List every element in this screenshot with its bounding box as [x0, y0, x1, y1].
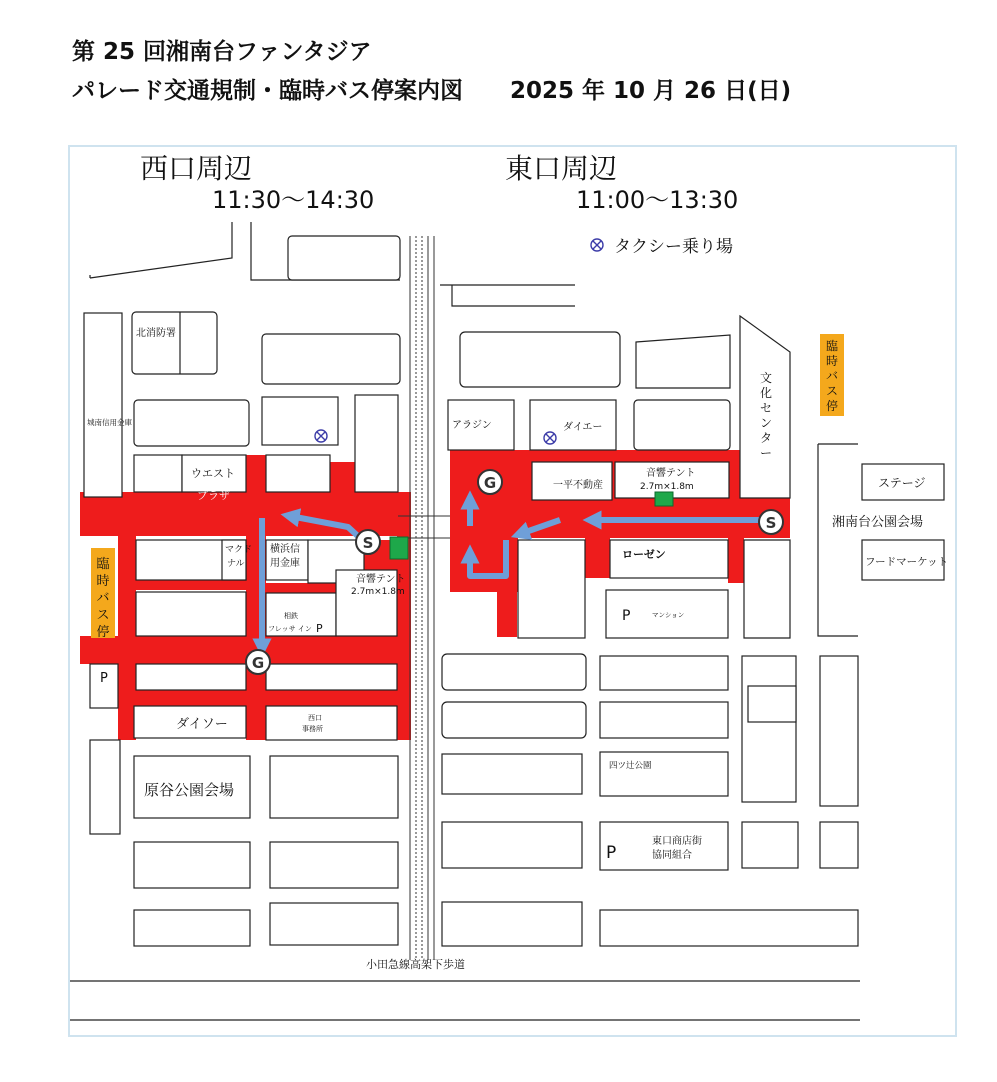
west-vert-left	[118, 530, 136, 740]
header-line1: 第 25 回湘南台ファンタジア	[72, 39, 372, 65]
vertical-char: タ	[759, 431, 773, 445]
block-e-a	[460, 332, 620, 387]
vertical-char: 臨	[825, 339, 839, 353]
label-sotetsu-2: フレッサ イン	[268, 625, 312, 633]
label-mcd-1: マクド	[225, 545, 253, 555]
label-lawson: ローゼン	[622, 548, 666, 561]
east-time: 11:00～13:30	[576, 186, 739, 214]
label-daiei: ダイエー	[563, 422, 603, 433]
tent-west	[390, 537, 408, 559]
label-nishiguchi-2: 事務所	[302, 725, 323, 733]
block-w-b	[134, 400, 249, 446]
block-e-j	[742, 656, 796, 802]
label-shoten-2: 協同組合	[652, 850, 692, 861]
label-bus-stop-east	[826, 338, 838, 413]
block-w-h	[136, 592, 246, 636]
west-vert-right	[397, 492, 411, 740]
block-w-o	[270, 842, 398, 888]
label-shonandai-park: 湘南台公園会場	[832, 515, 924, 530]
block-e-f	[442, 654, 586, 690]
goal-marker-west	[246, 650, 270, 674]
label-west-plaza-2: プラザ	[197, 489, 230, 502]
label-sound-tent-west-size: 2.7m×1.8m	[351, 587, 405, 597]
block-e-i	[600, 702, 728, 738]
east-mid-stub	[585, 538, 610, 578]
block-e-b	[636, 335, 730, 388]
block-w-j	[136, 664, 246, 690]
label-daiso: ダイソー	[176, 717, 228, 732]
label-fire-station: 北消防署	[136, 328, 176, 339]
block-e-j2	[748, 686, 796, 722]
block-e-o	[600, 910, 858, 946]
label-haraya: 原谷公園会場	[144, 781, 235, 799]
block-e-g	[600, 656, 728, 690]
label-p-mansion: P	[622, 608, 631, 624]
block-e-c	[634, 400, 730, 450]
vertical-char: ン	[759, 416, 773, 430]
block-w-e	[266, 455, 330, 492]
block-e-r1	[820, 656, 858, 806]
west-title: 西口周辺	[140, 152, 253, 185]
label-yotsuya-park: 四ツ辻公園	[609, 761, 652, 771]
vertical-char: 文	[759, 371, 773, 385]
vertical-char: 臨	[96, 557, 110, 572]
block-e-e	[744, 540, 790, 638]
block-e-n	[442, 902, 582, 946]
block-e-d	[518, 540, 585, 638]
block-nw	[288, 236, 400, 280]
east-left-stub	[497, 585, 517, 637]
block-west-plaza-left	[134, 455, 182, 492]
label-sound-tent-west: 音響テント	[356, 574, 406, 585]
header-line2: パレード交通規制・臨時バス停案内図	[72, 78, 463, 104]
label-shinkin: 城南信用金庫	[87, 418, 132, 427]
block-e-h	[442, 702, 586, 738]
vertical-char: ス	[825, 384, 839, 398]
label-sound-tent-east: 音響テント	[646, 468, 696, 479]
taxi-icon	[544, 432, 556, 444]
header-date: 2025 年 10 月 26 日(日)	[510, 78, 792, 104]
label-stage: ステージ	[878, 476, 926, 490]
svg-text:G: G	[483, 474, 497, 492]
block-e-k	[442, 754, 582, 794]
vertical-char: バ	[825, 369, 839, 383]
block-w-m	[270, 756, 398, 818]
taxi-icon	[315, 430, 327, 442]
label-bus-stop-west	[96, 557, 109, 640]
west-row-1	[118, 580, 248, 590]
svg-text:G: G	[251, 654, 265, 672]
label-mcd-2: ナル	[227, 559, 245, 569]
vertical-char: 化	[759, 386, 773, 400]
svg-text:S: S	[765, 514, 777, 532]
label-mansion: マンション	[652, 611, 685, 619]
block-yotsuya	[600, 752, 728, 796]
svg-text:S: S	[362, 534, 374, 552]
vertical-char: バ	[96, 591, 110, 606]
vertical-char: 停	[825, 399, 839, 413]
label-yokohama-2: 用金庫	[270, 558, 300, 569]
block-e-l	[442, 822, 582, 868]
block-e-r2	[820, 822, 858, 868]
east-right-stub	[728, 538, 744, 583]
tent-east	[655, 492, 673, 506]
east-title: 東口周辺	[505, 152, 618, 185]
label-aladdin: アラジン	[452, 420, 492, 431]
block-fire-station	[132, 312, 217, 374]
block-w-l	[90, 740, 120, 834]
block-w-a	[262, 334, 400, 384]
label-yokohama-1: 横浜信	[270, 544, 300, 555]
label-p-west: P	[100, 671, 108, 686]
label-sotetsu-1: 相鉄	[284, 612, 298, 620]
label-p-shoten: P	[606, 843, 617, 863]
block-w-k	[266, 664, 397, 690]
block-w-p2	[134, 910, 250, 946]
label-ippei: 一平不動産	[553, 480, 603, 491]
block-shinkin	[84, 313, 122, 497]
start-marker-east	[759, 510, 783, 534]
taxi-icon	[591, 239, 603, 251]
block-w-d	[355, 395, 398, 492]
block-w-n	[134, 842, 250, 888]
label-p-sotetsu: P	[316, 622, 323, 635]
block-w-q	[270, 903, 398, 945]
label-west-plaza-1: ウエスト	[191, 467, 235, 480]
label-shoten-1: 東口商店街	[652, 836, 702, 847]
block-e-m	[742, 822, 798, 868]
block-nishiguchi	[266, 706, 397, 740]
label-sound-tent-east-size: 2.7m×1.8m	[640, 482, 694, 492]
vertical-char: ス	[96, 608, 110, 623]
vertical-char: 時	[96, 574, 110, 589]
vertical-char: セ	[759, 401, 773, 415]
vertical-char: ー	[759, 446, 773, 460]
west-time: 11:30～14:30	[212, 186, 375, 214]
start-marker-west	[356, 530, 380, 554]
label-nishiguchi-1: 西口	[308, 714, 322, 722]
vertical-char: 停	[96, 625, 110, 640]
label-bunka-center	[760, 371, 772, 460]
label-food-market: フードマーケット	[865, 556, 949, 568]
goal-marker-east	[478, 470, 502, 494]
taxi-legend: タクシー乗り場	[614, 237, 733, 257]
vertical-char: 時	[825, 354, 839, 368]
label-underpass: 小田急線高架下歩道	[366, 958, 465, 971]
